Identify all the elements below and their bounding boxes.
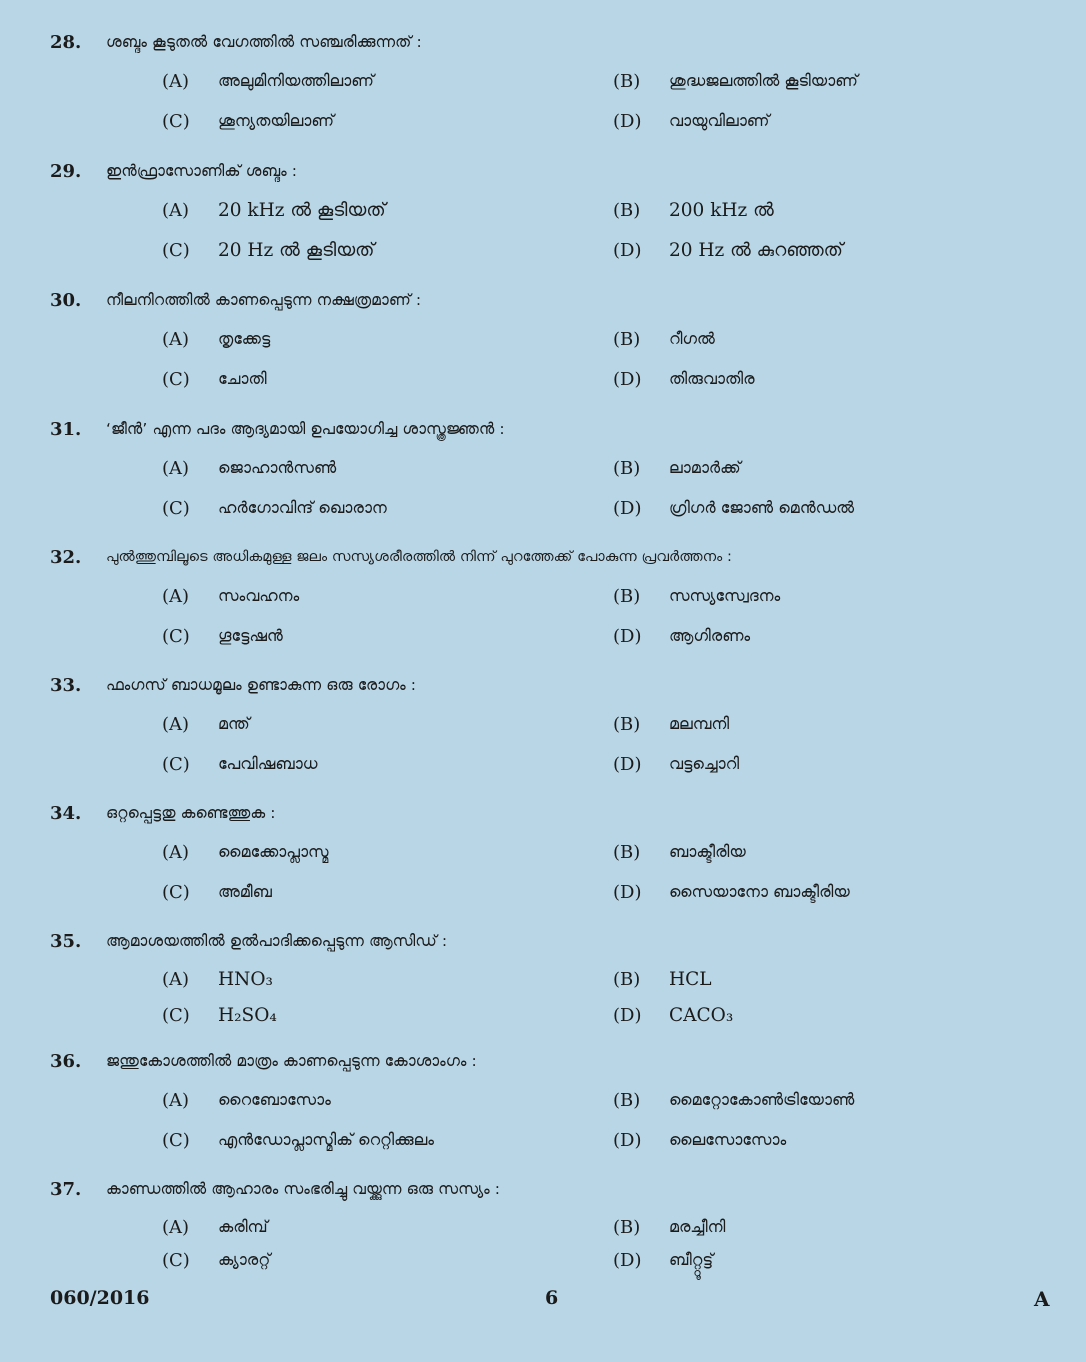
page-number: 6 [545,1287,559,1309]
option-label: (B) [613,199,641,221]
option-label: (B) [613,1216,641,1238]
option-a [162,711,250,737]
option-a [162,839,329,865]
question-header [50,929,447,953]
question-header [50,30,422,54]
question-text: കാണ്ഡത്തിൽ ആഹാരം സംഭരിച്ചു വയ്ക്കുന്ന ഒരു സസ്യം : [106,1179,501,1198]
option-b [613,455,741,481]
question-header [50,545,732,569]
option-d [613,1247,713,1273]
option-label: (A) [162,328,190,350]
option-text: സൈയാനോ ബാക്ടീരിയ [669,882,850,901]
option-text: റീഗൽ [669,329,715,348]
question-header [50,159,297,183]
question-number: 29. [50,160,82,182]
option-text: സസ്യസ്വേദനം [669,586,781,605]
option-text: H₂SO₄ [218,1004,277,1026]
option-label: (A) [162,1216,190,1238]
option-text: മന്ത് [218,714,250,733]
option-text: ക്യാരറ്റ് [218,1250,271,1269]
option-text: ഗൂട്ടേഷൻ [218,626,283,645]
option-label: (C) [162,625,190,647]
option-c [162,1127,434,1153]
option-d [613,495,854,521]
option-text: ഗ്രിഗർ ജോൺ മെൻഡൽ [669,498,855,517]
option-label: (B) [613,70,641,92]
exam-code: 060/2016 [50,1287,150,1309]
question-number: 37. [50,1178,82,1200]
option-label: (A) [162,713,190,735]
question-number: 30. [50,289,82,311]
option-d [613,237,843,263]
option-d [613,366,755,392]
option-text: എൻഡോപ്ലാസ്മിക് റെറ്റിക്കുലം [218,1130,435,1149]
option-text: ആഗിരണം [669,626,751,645]
option-a [162,68,374,94]
question-text: ഫംഗസ് ബാധമൂലം ഉണ്ടാകുന്ന ഒരു രോഗം : [106,675,417,694]
question-text: പുൽത്തുമ്പിലൂടെ അധികമുള്ള ജലം സസ്യശരീരത്തിൽ നിന്ന് പുറത്തേക്ക് പോകുന്ന പ്രവർത്തനം : [106,549,732,565]
option-c [162,751,318,777]
option-b [613,1087,854,1113]
option-label: (C) [162,1004,190,1026]
option-text: പേവിഷബാധ [218,754,318,773]
option-label: (C) [162,1249,190,1271]
question-number: 35. [50,930,82,952]
question-text: ജന്തുകോശത്തിൽ മാത്രം കാണപ്പെടുന്ന കോശാംഗം : [106,1051,477,1070]
option-text: ലാമാർക്ക് [669,458,741,477]
option-text: മൈറ്റോകോൺട്രിയോൺ [669,1090,855,1109]
option-c [162,495,387,521]
option-text: തിരുവാതിര [669,369,755,388]
option-d [613,623,750,649]
option-a [162,326,270,352]
option-label: (C) [162,368,190,390]
question-number: 36. [50,1050,82,1072]
option-c [162,1002,277,1028]
option-text: ബീറ്റ്റൂട്ട് [669,1250,714,1269]
option-label: (B) [613,841,641,863]
option-text: 20 Hz ൽ കൂടിയത് [218,239,375,261]
option-label: (C) [162,239,190,261]
option-label: (A) [162,457,190,479]
option-label: (D) [613,1249,642,1271]
option-text: 20 Hz ൽ കുറഞ്ഞത് [669,239,843,261]
option-a [162,1214,268,1240]
option-label: (A) [162,1089,190,1111]
option-label: (A) [162,968,190,990]
option-d [613,1002,733,1028]
question-set-label: A [1034,1287,1050,1311]
question-number: 33. [50,674,82,696]
option-label: (B) [613,585,641,607]
option-text: അലുമിനിയത്തിലാണ് [218,71,374,90]
option-label: (D) [613,239,642,261]
option-text: ശൂന്യതയിലാണ് [218,111,335,130]
option-label: (D) [613,753,642,775]
option-label: (B) [613,328,641,350]
option-label: (D) [613,368,642,390]
option-label: (D) [613,1004,642,1026]
option-text: ശുദ്ധജലത്തിൽ കൂടിയാണ് [669,71,858,90]
option-text: മൈക്കോപ്ലാസ്മ [218,842,329,861]
option-a [162,966,273,992]
option-text: ഹർഗോവിന്ദ് ഖൊരാന [218,498,387,517]
question-text: ശബ്ദം കൂടുതൽ വേഗത്തിൽ സഞ്ചരിക്കുന്നത് : [106,32,422,51]
question-number: 28. [50,31,82,53]
option-text: റൈബോസോം [218,1090,331,1109]
question-text: ‘ജീൻ’ എന്ന പദം ആദ്യമായി ഉപയോഗിച്ച ശാസ്ത്രജ്ഞൻ : [106,419,505,438]
option-b [613,711,729,737]
option-text: മരച്ചീനി [669,1217,726,1236]
question-header [50,1177,500,1201]
option-label: (A) [162,199,190,221]
option-label: (D) [613,881,642,903]
option-a [162,583,299,609]
question-text: ഇൻഫ്രാസോണിക് ശബ്ദം : [106,161,298,180]
question-number: 31. [50,418,82,440]
option-text: സംവഹനം [218,586,300,605]
option-b [613,839,746,865]
option-b [613,197,774,223]
question-header [50,673,416,697]
option-label: (C) [162,753,190,775]
option-c [162,1247,270,1273]
option-label: (C) [162,497,190,519]
option-label: (D) [613,110,642,132]
option-text: വട്ടച്ചൊറി [669,754,740,773]
option-text: ബാക്ടീരിയ [669,842,746,861]
option-b [613,326,715,352]
option-b [613,583,780,609]
option-text: ചോതി [218,369,267,388]
question-header [50,288,421,312]
option-d [613,108,769,134]
question-text: ആമാശയത്തിൽ ഉൽപാദിക്കപ്പെടുന്ന ആസിഡ് : [106,931,448,950]
option-c [162,366,267,392]
option-c [162,879,272,905]
option-a [162,455,336,481]
option-d [613,1127,786,1153]
option-text: HNO₃ [218,968,273,990]
option-text: കരിമ്പ് [218,1217,268,1236]
option-text: വായുവിലാണ് [669,111,770,130]
option-text: ലൈസോസോം [669,1130,787,1149]
question-number: 32. [50,546,82,568]
question-header [50,801,276,825]
option-text: അമീബ [218,882,272,901]
option-label: (D) [613,497,642,519]
option-c [162,623,283,649]
option-label: (D) [613,625,642,647]
question-text: നീലനിറത്തിൽ കാണപ്പെടുന്ന നക്ഷത്രമാണ് : [106,290,422,309]
option-text: 200 kHz ൽ [669,199,774,221]
option-d [613,879,850,905]
option-label: (D) [613,1129,642,1151]
question-header [50,417,505,441]
option-b [613,68,858,94]
question-text: ഒറ്റപ്പെട്ടതു കണ്ടെത്തുക : [106,803,276,822]
option-label: (B) [613,1089,641,1111]
option-label: (B) [613,968,641,990]
option-c [162,237,374,263]
option-label: (A) [162,70,190,92]
option-b [613,966,712,992]
option-label: (C) [162,881,190,903]
option-c [162,108,334,134]
option-label: (C) [162,1129,190,1151]
option-label: (B) [613,457,641,479]
option-label: (A) [162,841,190,863]
option-text: 20 kHz ൽ കൂടിയത് [218,199,386,221]
option-text: മലമ്പനി [669,714,730,733]
option-label: (C) [162,110,190,132]
option-text: ജൊഹാൻസൺ [218,458,337,477]
question-header [50,1049,477,1073]
option-label: (B) [613,713,641,735]
option-d [613,751,739,777]
question-number: 34. [50,802,82,824]
option-text: HCL [669,968,712,990]
option-b [613,1214,725,1240]
option-a [162,1087,331,1113]
option-text: തൃക്കേട്ട [218,329,271,348]
option-a [162,197,386,223]
option-text: CACO₃ [669,1004,734,1026]
option-label: (A) [162,585,190,607]
